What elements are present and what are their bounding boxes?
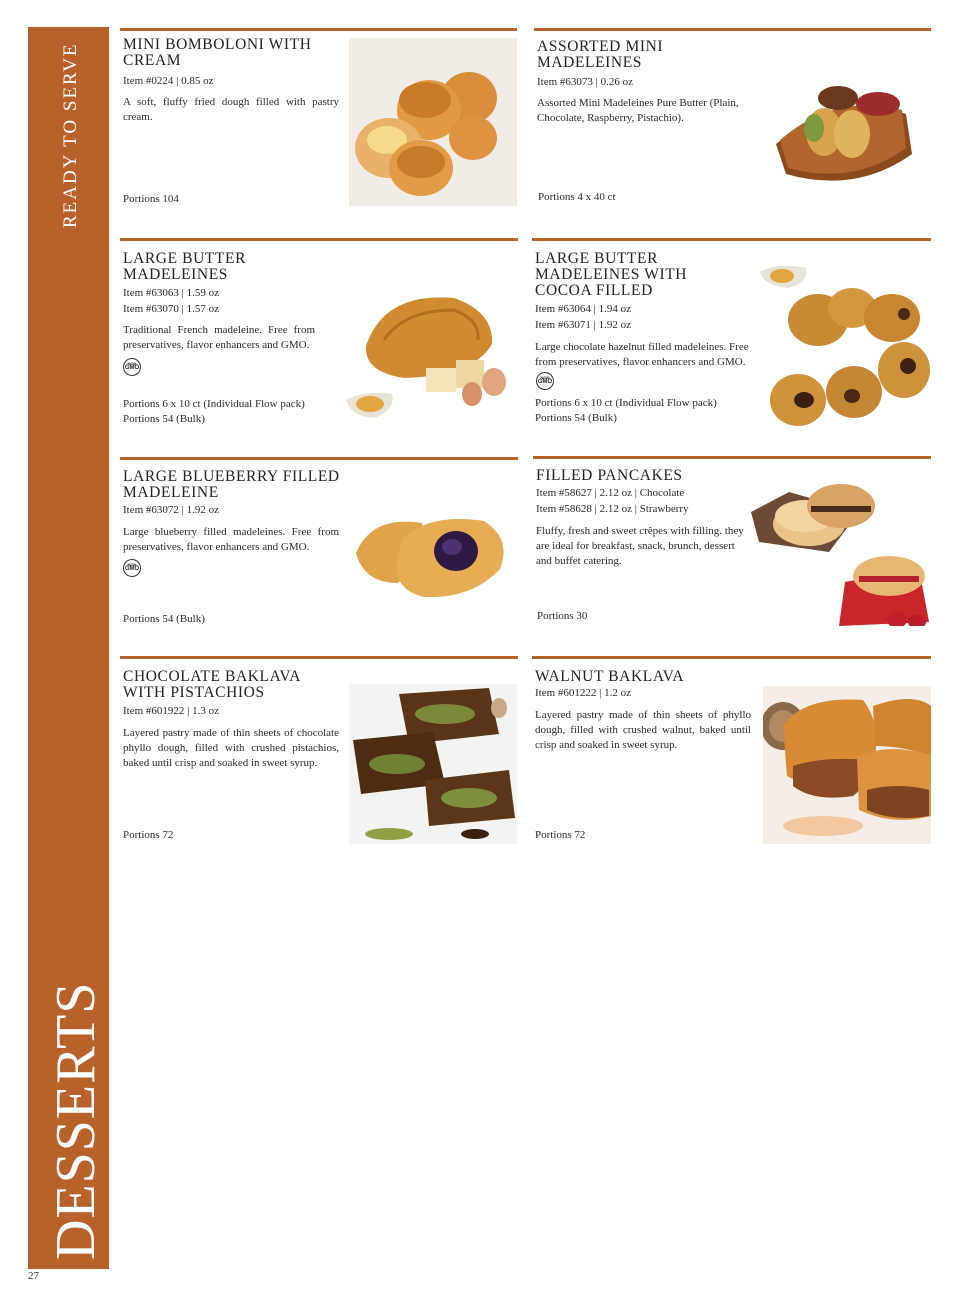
product-portions: Portions 6 x 10 ct (Individual Flow pack) Portions 54 (Bulk) [535,397,717,424]
product-card-cocoa-filled-madeleines [532,238,931,438]
product-item-codes: Item #63073 | 0.26 oz [537,76,633,88]
product-photo-bomboloni [349,38,517,206]
product-description: A soft, fluffy fried dough filled with pastry cream. [123,96,339,123]
product-card-large-butter-madeleines [120,238,518,438]
product-card-assorted-mini-madeleines [534,28,931,218]
product-photo-chocolate-baklava [349,684,517,844]
product-item-codes: Item #601222 | 1.2 oz [535,687,631,699]
non-gmo-badge-icon: NON GMO [123,559,141,577]
product-portions: Portions 4 x 40 ct [538,191,616,203]
product-portions: Portions 72 [123,829,174,841]
product-description: Fluffy, fresh and sweet crêpes with filling. they are ideal for breakfast, snack, brunch, dessert and buffet catering. [536,525,744,567]
sidebar-section-title: DESSERTS [45,981,107,1260]
product-card-blueberry-madeleine [120,457,518,637]
product-item-codes: Item #0224 | 0.85 oz [123,75,214,87]
product-title: LARGE BUTTER MADELEINES [123,250,247,283]
card-divider [120,457,518,460]
card-divider [533,456,931,459]
product-photo-mini-madeleines [766,74,916,192]
product-item-codes: Item #601922 | 1.3 oz [123,705,219,717]
product-description: Traditional French madeleine. Free from preservatives, flavor enhancers and GMO. [123,324,315,351]
product-portions: Portions 30 [537,610,588,622]
card-divider [532,238,931,241]
product-card-filled-pancakes [533,456,931,636]
product-item-codes: Item #63072 | 1.92 oz [123,504,219,516]
product-photo-cocoa-madeleines [758,260,930,432]
product-title: WALNUT BAKLAVA [535,668,685,685]
product-title: ASSORTED MINI MADELEINES [537,38,664,71]
sidebar-category-label: READY TO SERVE [60,42,81,228]
product-title: FILLED PANCAKES [536,467,683,484]
page-number: 27 [28,1270,39,1282]
product-item-codes: Item #63063 | 1.59 oz Item #63070 | 1.57 oz [123,287,219,315]
product-photo-filled-pancakes [749,472,929,626]
product-card-mini-bomboloni [120,28,517,218]
product-portions: Portions 6 x 10 ct (Individual Flow pack) Portions 54 (Bulk) [123,398,305,425]
product-description: Assorted Mini Madeleines Pure Butter (Plain, Chocolate, Raspberry, Pistachio). [537,97,739,124]
product-title: LARGE BLUEBERRY FILLED MADELEINE [123,468,340,501]
product-description: Layered pastry made of thin sheets of chocolate phyllo dough, filled with crushed pistachios, baked until crisp and soaked in sweet syrup. [123,727,339,769]
product-card-chocolate-baklava [120,656,518,846]
product-description: Large blueberry filled madeleines. Free from preservatives, flavor enhancers and GMO. [123,526,339,553]
product-item-codes: Item #63064 | 1.94 oz Item #63071 | 1.92 oz [535,303,631,331]
card-divider [120,656,518,659]
product-portions: Portions 54 (Bulk) [123,613,205,625]
product-portions: Portions 72 [535,829,586,841]
product-item-codes: Item #58627 | 2.12 oz | Chocolate Item #58628 | 2.12 oz | Strawberry [536,487,689,515]
card-divider [534,28,931,31]
product-description: Layered pastry made of thin sheets of phyllo dough, filled with crushed walnut, baked until crisp and soaked in sweet syrup. [535,709,751,751]
product-title: CHOCOLATE BAKLAVA WITH PISTACHIOS [123,668,301,701]
product-photo-butter-madeleines [344,290,516,422]
card-divider [532,656,931,659]
product-portions: Portions 104 [123,193,179,205]
card-divider [120,238,518,241]
product-title: LARGE BUTTER MADELEINES WITH COCOA FILLED [535,250,688,299]
product-photo-blueberry-madeleine [352,513,518,605]
product-title: MINI BOMBOLONI WITH CREAM [123,36,312,69]
card-divider [120,28,517,31]
product-card-walnut-baklava [532,656,931,846]
non-gmo-badge-icon: NON GMO [123,358,141,376]
product-description: Large chocolate hazelnut filled madeleines. Free from preservatives, flavor enhancers and GMO. [535,341,749,368]
non-gmo-badge-icon: NON GMO [536,372,554,390]
product-photo-walnut-baklava [763,686,931,844]
